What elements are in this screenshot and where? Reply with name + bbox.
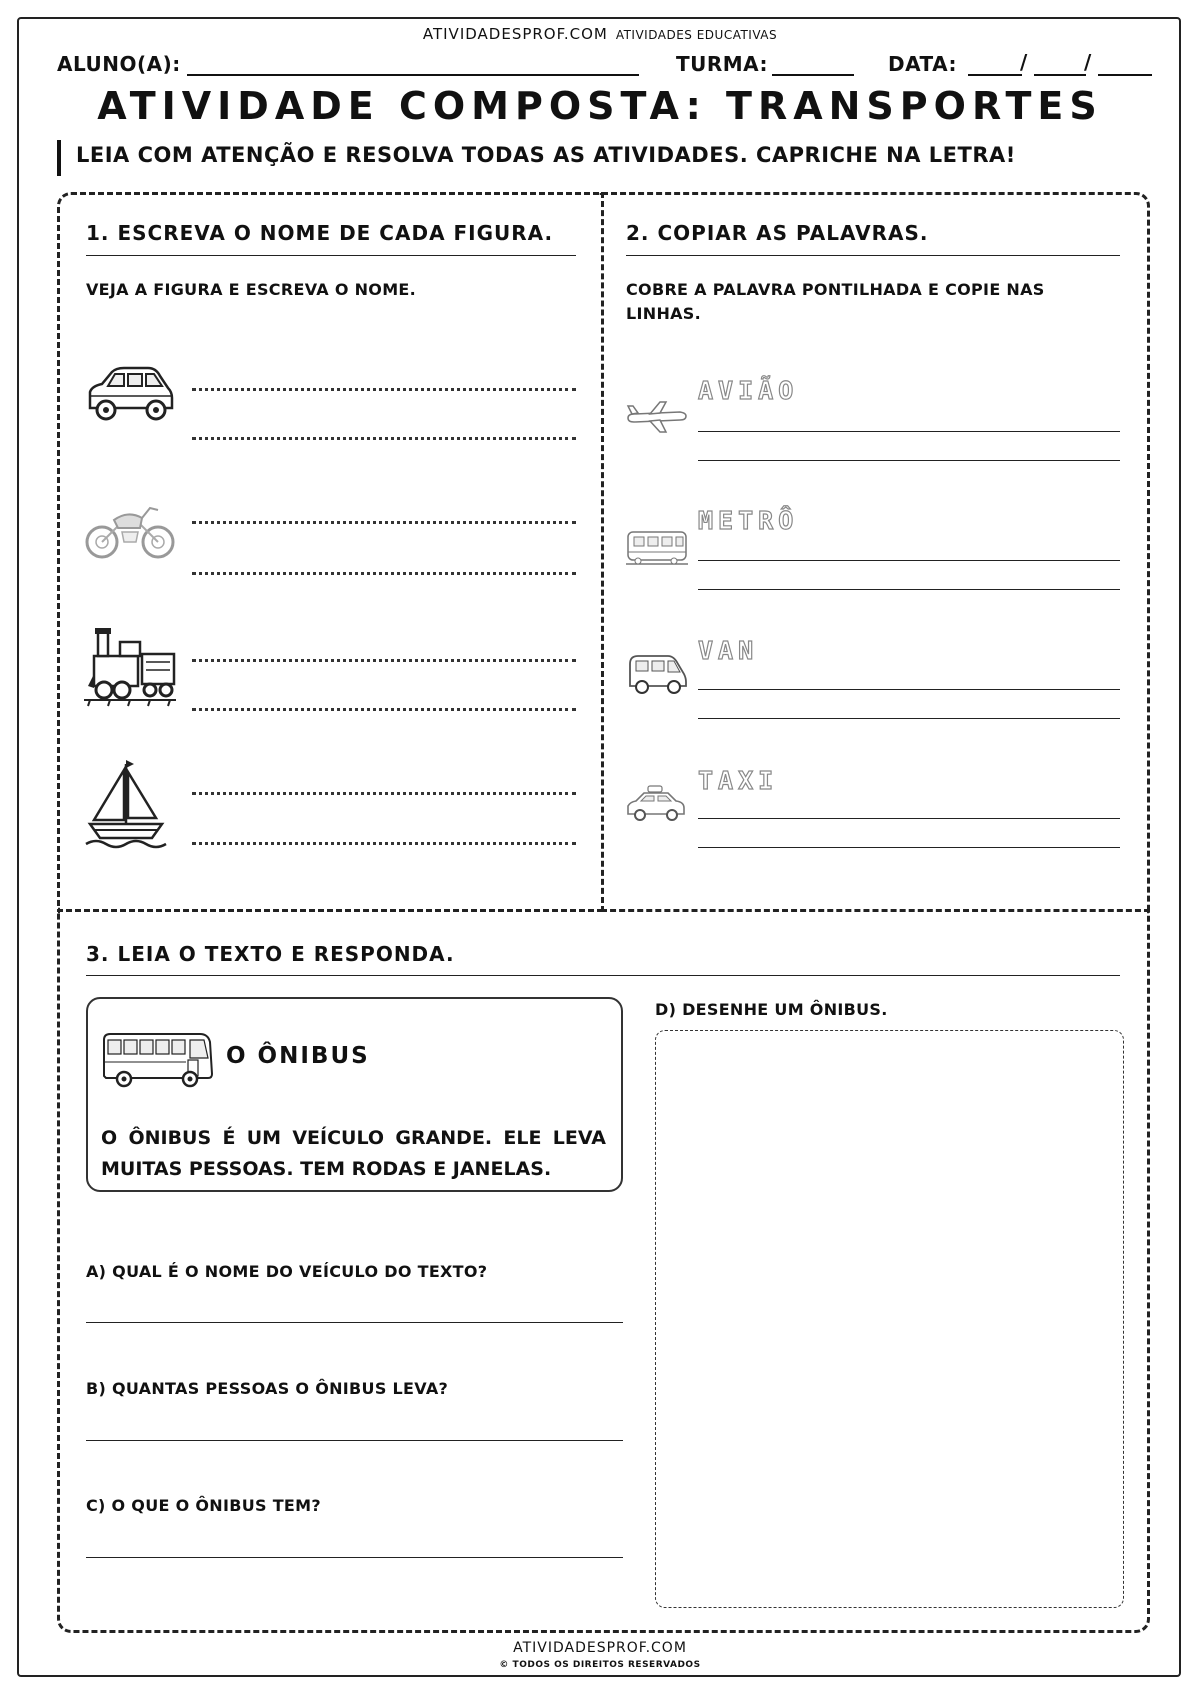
subway-icon [624, 524, 688, 568]
class-label: TURMA: [676, 52, 769, 76]
car-icon [84, 364, 176, 426]
section1-title: 1. ESCREVA O NOME DE CADA FIGURA. [86, 221, 554, 245]
train-icon [84, 626, 176, 710]
taxi-icon [624, 784, 688, 824]
question-c: C) O QUE O ÔNIBUS TEM? [86, 1496, 321, 1515]
site-name: ATIVIDADESPROF.COM [422, 25, 608, 43]
copy-line[interactable] [698, 460, 1120, 461]
traceable-word: TAXI [698, 766, 779, 795]
copy-line[interactable] [698, 560, 1120, 561]
class-line[interactable] [772, 74, 854, 76]
section2-rule [626, 255, 1120, 256]
airplane-icon [624, 400, 688, 434]
student-name-line[interactable] [187, 74, 639, 76]
answer-line[interactable] [192, 437, 576, 440]
section3-rule [86, 975, 1120, 976]
answer-line-a[interactable] [86, 1322, 623, 1323]
site-tagline: ATIVIDADES EDUCATIVAS [615, 28, 778, 42]
section1-subtitle: VEJA A FIGURA E ESCREVA O NOME. [86, 280, 417, 299]
date-label: DATA: [888, 52, 957, 76]
answer-line-c[interactable] [86, 1557, 623, 1558]
van-icon [626, 652, 688, 696]
copy-line[interactable] [698, 589, 1120, 590]
sailboat-icon [84, 758, 168, 850]
section2-subtitle-line2: LINHAS. [626, 304, 702, 323]
answer-line-b[interactable] [86, 1440, 623, 1441]
site-header [0, 25, 1200, 43]
answer-line[interactable] [192, 572, 576, 575]
date-day-line[interactable] [968, 74, 1022, 76]
section2-subtitle [626, 278, 1045, 326]
traceable-word: VAN [698, 636, 759, 665]
date-separator: / [1020, 50, 1028, 74]
section1-rule [86, 255, 576, 256]
date-year-line[interactable] [1098, 74, 1152, 76]
answer-line[interactable] [192, 842, 576, 845]
date-month-line[interactable] [1034, 74, 1086, 76]
copy-line[interactable] [698, 847, 1120, 848]
footer-site: ATIVIDADESPROF.COM [513, 1640, 687, 1656]
instruction-text: LEIA COM ATENÇÃO E RESOLVA TODAS AS ATIVIDADES. CAPRICHE NA LETRA! [76, 143, 1016, 167]
question-b: B) QUANTAS PESSOAS O ÔNIBUS LEVA? [86, 1379, 449, 1398]
copy-line[interactable] [698, 818, 1120, 819]
page-title: ATIVIDADE COMPOSTA: TRANSPORTES [97, 84, 1103, 128]
copy-line[interactable] [698, 718, 1120, 719]
motorcycle-icon [84, 498, 176, 562]
answer-line[interactable] [192, 792, 576, 795]
reading-text-line2: MUITAS PESSOAS. TEM RODAS E JANELAS. [101, 1158, 552, 1180]
copy-line[interactable] [698, 689, 1120, 690]
draw-prompt: D) DESENHE UM ÔNIBUS. [655, 1000, 888, 1019]
bus-icon [100, 1030, 214, 1090]
question-a: A) QUAL É O NOME DO VEÍCULO DO TEXTO? [86, 1262, 488, 1281]
reading-text-line1: O ÔNIBUS É UM VEÍCULO GRANDE. ELE LEVA [101, 1127, 606, 1149]
copy-line[interactable] [698, 431, 1120, 432]
traceable-word: AVIÃO [698, 376, 799, 405]
instruction-bar [57, 140, 61, 176]
answer-line[interactable] [192, 388, 576, 391]
drawing-area[interactable] [655, 1030, 1124, 1608]
answer-line[interactable] [192, 521, 576, 524]
section2-subtitle-line1: COBRE A PALAVRA PONTILHADA E COPIE NAS [626, 280, 1045, 299]
student-label: ALUNO(A): [57, 52, 181, 76]
reading-title: O ÔNIBUS [226, 1043, 370, 1069]
traceable-word: METRÔ [698, 506, 799, 535]
date-separator: / [1084, 50, 1092, 74]
footer-rights: © TODOS OS DIREITOS RESERVADOS [499, 1660, 701, 1670]
answer-line[interactable] [192, 708, 576, 711]
section3-title: 3. LEIA O TEXTO E RESPONDA. [86, 942, 455, 966]
answer-line[interactable] [192, 659, 576, 662]
section2-title: 2. COPIAR AS PALAVRAS. [626, 221, 929, 245]
